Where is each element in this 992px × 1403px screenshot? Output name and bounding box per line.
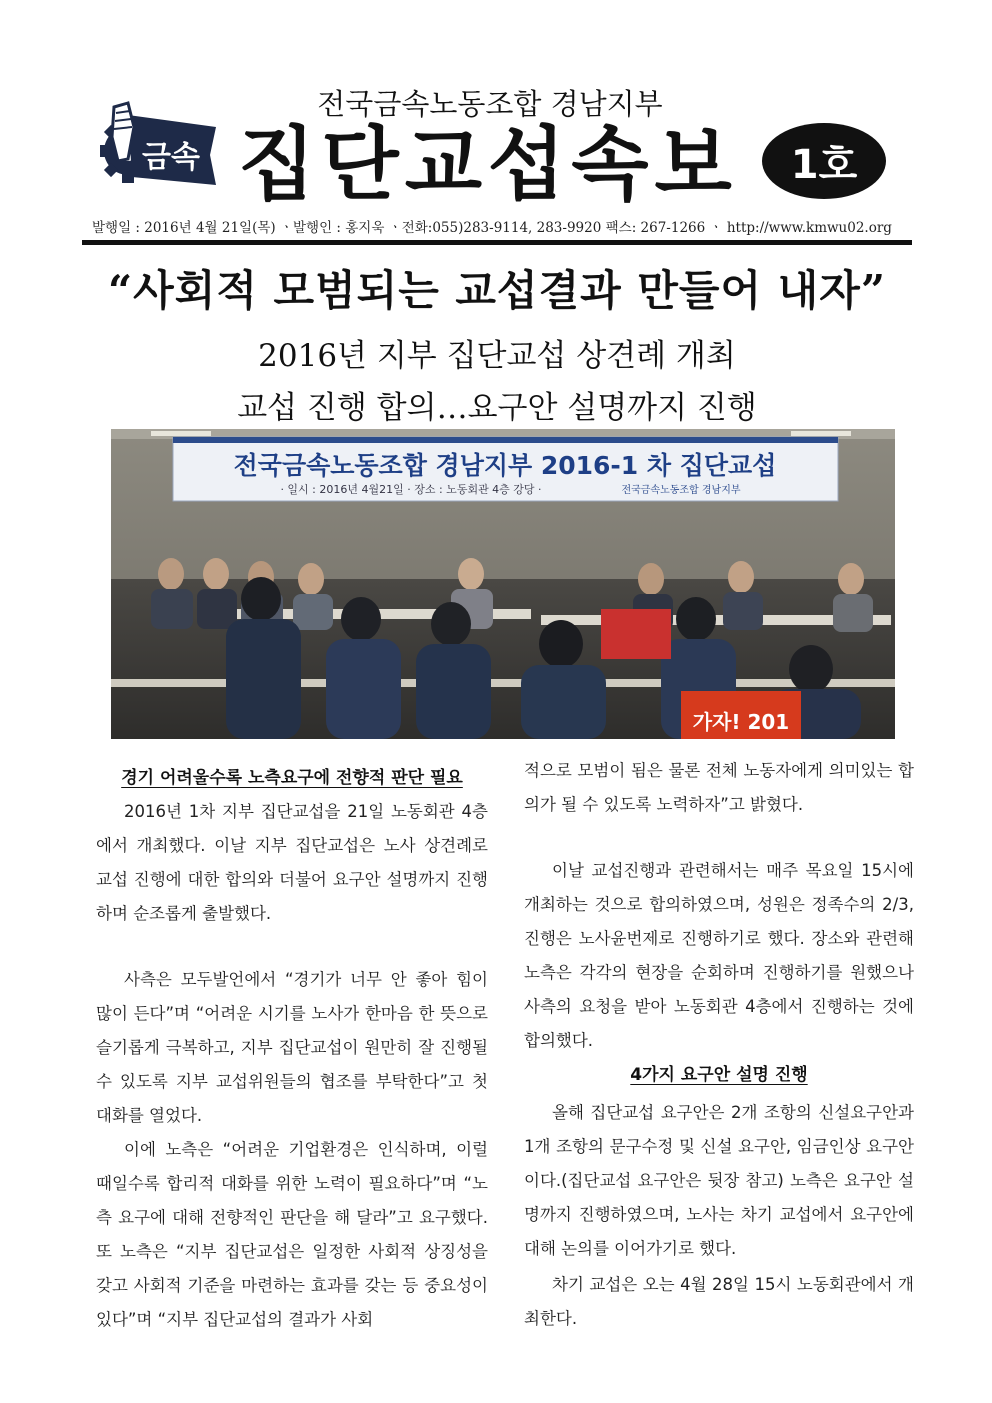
banner-info: · 일시 : 2016년 4월21일 · 장소 : 노동회관 4층 강당 · xyxy=(280,483,542,496)
right-paragraph-3: 차기 교섭은 오는 4월 28일 15시 노동회관에서 개최한다. xyxy=(524,1275,914,1328)
main-headline: “사회적 모범되는 교섭결과 만들어 내자” xyxy=(108,266,886,315)
banner-title: 전국금속노동조합 경남지부 2016-1 차 집단교섭 xyxy=(233,451,777,480)
right-paragraph-1: 이날 교섭진행과 관련해서는 매주 목요일 15시에 개최하는 것으로 합의하였으며, 성원은 정족수의 2/3, 진행은 노사윤번제로 진행하기로 했다. 장소와 관련해 노측은 각각의 현장을 순회하며 진행하기를 원했으나 사측의 요청을 받아 노동회관 4층에서 진행하는 것에 합의했다. xyxy=(524,861,914,1050)
photo-sign-text: 가자! 201 xyxy=(692,710,790,734)
union-name: 전국금속노동조합 경남지부 xyxy=(317,87,663,121)
left-paragraph-2: 사측은 모두발언에서 “경기가 너무 안 좋아 힘이 많이 든다”며 “어려운 시기를 노사가 한마음 한 뜻으로 슬기롭게 극복하고, 지부 집단교섭이 원만히 잘 진행될 수 있도록 지부 교섭위원들의 협조를 부탁한다”고 첫 대화를 열었다. xyxy=(96,970,488,1125)
bulletin-title: 집단교섭속보 xyxy=(238,118,738,211)
right-paragraph-2: 올해 집단교섭 요구안은 2개 조항의 신설요구안과 1개 조항의 문구수정 및 신설 요구안, 임금인상 요구안이다.(집단교섭 요구안은 뒷장 참고) 노측은 요구안 설명까지 진행하였으며, 노사는 차기 교섭에서 요구안에 대해 논의를 이어가기로 했다. xyxy=(524,1103,914,1258)
right-paragraph-0: 적으로 모범이 됨은 물론 전체 노동자에게 의미있는 합의가 될 수 있도록 노력하자”고 밝혔다. xyxy=(524,761,914,814)
meeting-banner xyxy=(173,437,838,501)
article-right-column xyxy=(524,754,914,1058)
publication-info: 발행일 : 2016년 4월 21일(목) ㆍ발행인 : 홍지욱 ㆍ전화:055)283-9114, 283-9920 팩스: 267-1266 ㆍ http://www.kmwu02.org xyxy=(92,220,892,236)
masthead-divider xyxy=(82,240,912,245)
logo-text: 금속 xyxy=(142,140,200,175)
subheadline-1: 2016년 지부 집단교섭 상견례 개최 xyxy=(258,338,736,374)
banner-org: 전국금속노동조합 경남지부 xyxy=(621,485,741,496)
left-paragraph-3: 이에 노측은 “어려운 기업환경은 인식하며, 이럴 때일수록 합리적 대화를 위한 노력이 필요하다”며 “노측 요구에 대해 전향적인 판단을 해 달라”고 요구했다. 또 노측은 “지부 집단교섭은 일정한 사회적 상징성을 갖고 사회적 기준을 마련하는 효과를 갖는 등 중요성이 있다”며 “지부 집단교섭의 결과가 사회 xyxy=(96,1140,488,1329)
left-section-heading: 경기 어려울수록 노측요구에 전향적 판단 필요 xyxy=(121,768,463,788)
right-section-heading: 4가지 요구안 설명 진행 xyxy=(630,1065,808,1085)
subheadline-2: 교섭 진행 합의…요구안 설명까지 진행 xyxy=(237,390,757,426)
meeting-photo xyxy=(111,429,895,739)
issue-badge: 1호 xyxy=(762,123,886,199)
article-left-column xyxy=(96,795,488,1337)
left-paragraph-1: 2016년 1차 지부 집단교섭을 21일 노동회관 4층에서 개최했다. 이날 지부 집단교섭은 노사 상견례로 교섭 진행에 대한 합의와 더불어 요구안 설명까지 진행하며 순조롭게 출발했다. xyxy=(96,802,488,923)
article-right-lower xyxy=(524,1096,914,1336)
union-logo xyxy=(98,97,220,195)
